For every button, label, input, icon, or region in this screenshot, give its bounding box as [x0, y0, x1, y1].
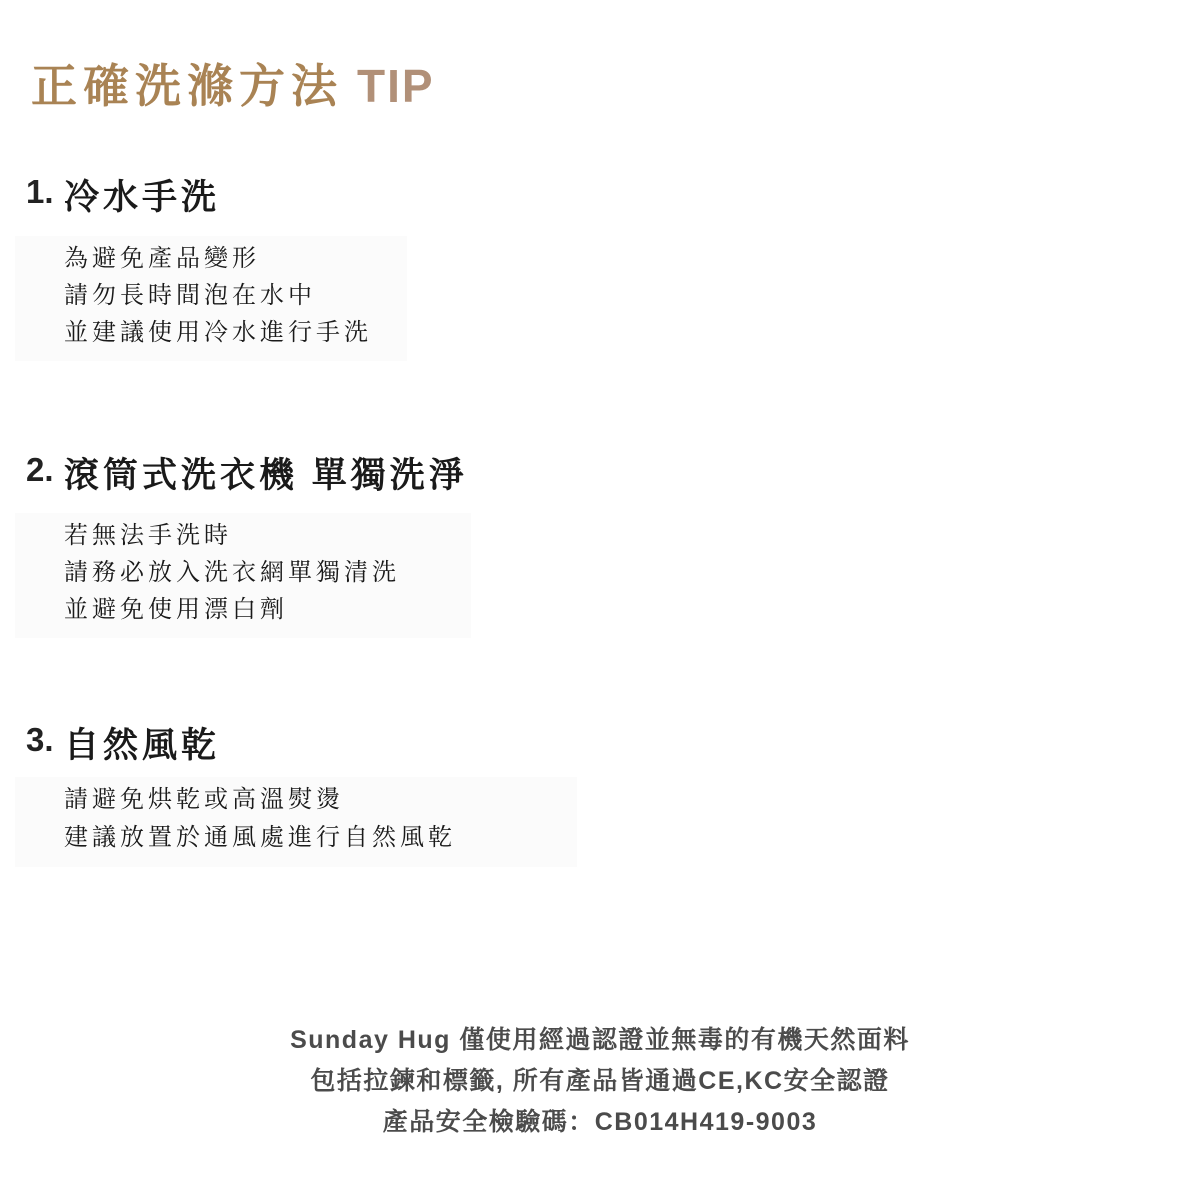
instruction-line: 建議放置於通風處進行自然風乾 — [64, 824, 456, 851]
footer-line-safety-code: 產品安全檢驗碼：CB014H419-9003 — [382, 1108, 818, 1136]
section-3-number: 3. — [26, 721, 54, 758]
instruction-line: 並建議使用冷水進行手洗 — [64, 319, 372, 346]
instruction-line: 請勿長時間泡在水中 — [64, 282, 316, 309]
section-2-body — [15, 513, 471, 638]
footer — [0, 1020, 1200, 1143]
section-3-title: 自然風乾 — [64, 726, 221, 765]
section-2-number: 2. — [26, 451, 54, 488]
section-3-body — [15, 777, 577, 867]
section-1-title: 冷水手洗 — [64, 178, 221, 217]
instruction-line: 並避免使用漂白劑 — [64, 596, 288, 623]
section-1-heading — [26, 170, 220, 220]
section-1-number: 1. — [26, 173, 54, 210]
instruction-line: 為避免產品變形 — [64, 245, 260, 272]
instruction-line: 請避免烘乾或高溫熨燙 — [64, 786, 344, 813]
footer-line-certifications: 包括拉鍊和標籤, 所有產品皆通過CE,KC安全認證 — [310, 1067, 890, 1095]
instruction-line: 請務必放入洗衣網單獨清洗 — [64, 559, 400, 586]
section-1-body — [15, 236, 407, 361]
instruction-line: 若無法手洗時 — [64, 522, 232, 549]
section-2-title: 滾筒式洗衣機 單獨洗淨 — [64, 456, 468, 495]
page-title — [31, 50, 435, 116]
section-2-heading — [26, 448, 468, 498]
tip-tag: TIP — [357, 60, 435, 112]
footer-line-materials: Sunday Hug 僅使用經過認證並無毒的有機天然面料 — [290, 1026, 910, 1054]
page-title-text: 正確洗滌方法 — [31, 60, 343, 112]
section-3-heading — [26, 718, 220, 768]
